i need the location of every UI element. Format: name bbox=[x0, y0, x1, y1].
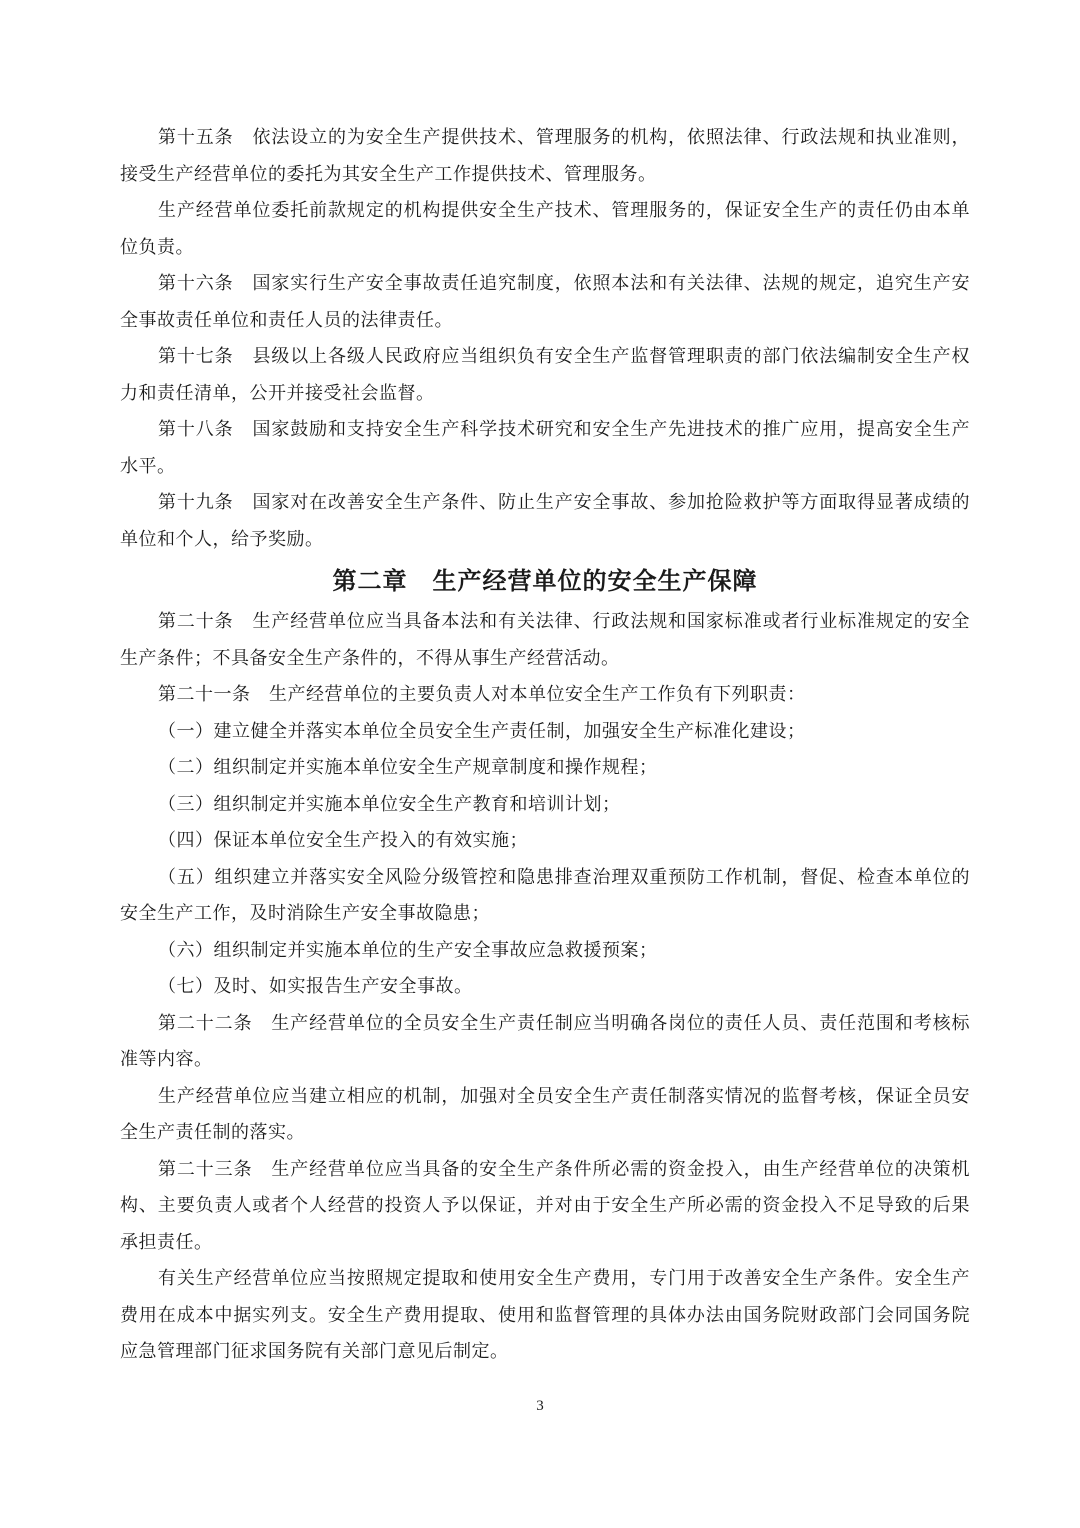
article-19: 第十九条 国家对在改善安全生产条件、防止生产安全事故、参加抢险救护等方面取得显著成绩的单位和个人，给予奖励。 bbox=[120, 492, 970, 550]
article-21: 第二十一条 生产经营单位的主要负责人对本单位安全生产工作负有下列职责： bbox=[158, 684, 806, 705]
article-21-item-5: （五）组织建立并落实安全风险分级管控和隐患排查治理双重预防工作机制，督促、检查本单位的安全生产工作，及时消除生产安全事故隐患； bbox=[120, 866, 970, 924]
article-17: 第十七条 县级以上各级人民政府应当组织负有安全生产监督管理职责的部门依法编制安全生产权力和责任清单，公开并接受社会监督。 bbox=[120, 346, 970, 404]
article-22-paragraph-2: 生产经营单位应当建立相应的机制，加强对全员安全生产责任制落实情况的监督考核，保证全员安全生产责任制的落实。 bbox=[120, 1085, 970, 1143]
article-15: 第十五条 依法设立的为安全生产提供技术、管理服务的机构，依照法律、行政法规和执业准则，接受生产经营单位的委托为其安全生产工作提供技术、管理服务。 bbox=[120, 127, 970, 185]
article-21-item-3: （三）组织制定并实施本单位安全生产教育和培训计划； bbox=[158, 793, 621, 815]
article-21-item-4: （四）保证本单位安全生产投入的有效实施； bbox=[158, 830, 528, 851]
article-15-paragraph-2: 生产经营单位委托前款规定的机构提供安全生产技术、管理服务的，保证安全生产的责任仍由本单位负责。 bbox=[120, 200, 970, 258]
document-page bbox=[120, 120, 970, 1371]
page-number: 3 bbox=[536, 1398, 544, 1414]
article-21-item-6: （六）组织制定并实施本单位的生产安全事故应急救援预案； bbox=[158, 939, 658, 961]
article-21-item-7: （七）及时、如实报告生产安全事故。 bbox=[158, 976, 473, 997]
article-18: 第十八条 国家鼓励和支持安全生产科学技术研究和安全生产先进技术的推广应用，提高安全生产水平。 bbox=[120, 419, 970, 477]
article-23: 第二十三条 生产经营单位应当具备的安全生产条件所必需的资金投入，由生产经营单位的决策机构、主要负责人或者个人经营的投资人予以保证，并对由于安全生产所必需的资金投入不足导致的后果承担责任。 bbox=[120, 1158, 970, 1253]
chapter-heading: 第二章 生产经营单位的安全生产保障 bbox=[332, 567, 758, 595]
article-22: 第二十二条 生产经营单位的全员安全生产责任制应当明确各岗位的责任人员、责任范围和考核标准等内容。 bbox=[120, 1012, 970, 1070]
article-23-paragraph-2: 有关生产经营单位应当按照规定提取和使用安全生产费用，专门用于改善安全生产条件。安全生产费用在成本中据实列支。安全生产费用提取、使用和监督管理的具体办法由国务院财政部门会同国务院应急管理部门征求国务院有关部门意见后制定。 bbox=[120, 1268, 970, 1362]
article-21-item-1: （一）建立健全并落实本单位全员安全生产责任制，加强安全生产标准化建设； bbox=[158, 720, 806, 742]
article-20: 第二十条 生产经营单位应当具备本法和有关法律、行政法规和国家标准或者行业标准规定的安全生产条件；不具备安全生产条件的，不得从事生产经营活动。 bbox=[120, 611, 970, 669]
article-21-item-2: （二）组织制定并实施本单位安全生产规章制度和操作规程； bbox=[158, 757, 658, 778]
article-16: 第十六条 国家实行生产安全事故责任追究制度，依照本法和有关法律、法规的规定，追究生产安全事故责任单位和责任人员的法律责任。 bbox=[120, 273, 970, 331]
